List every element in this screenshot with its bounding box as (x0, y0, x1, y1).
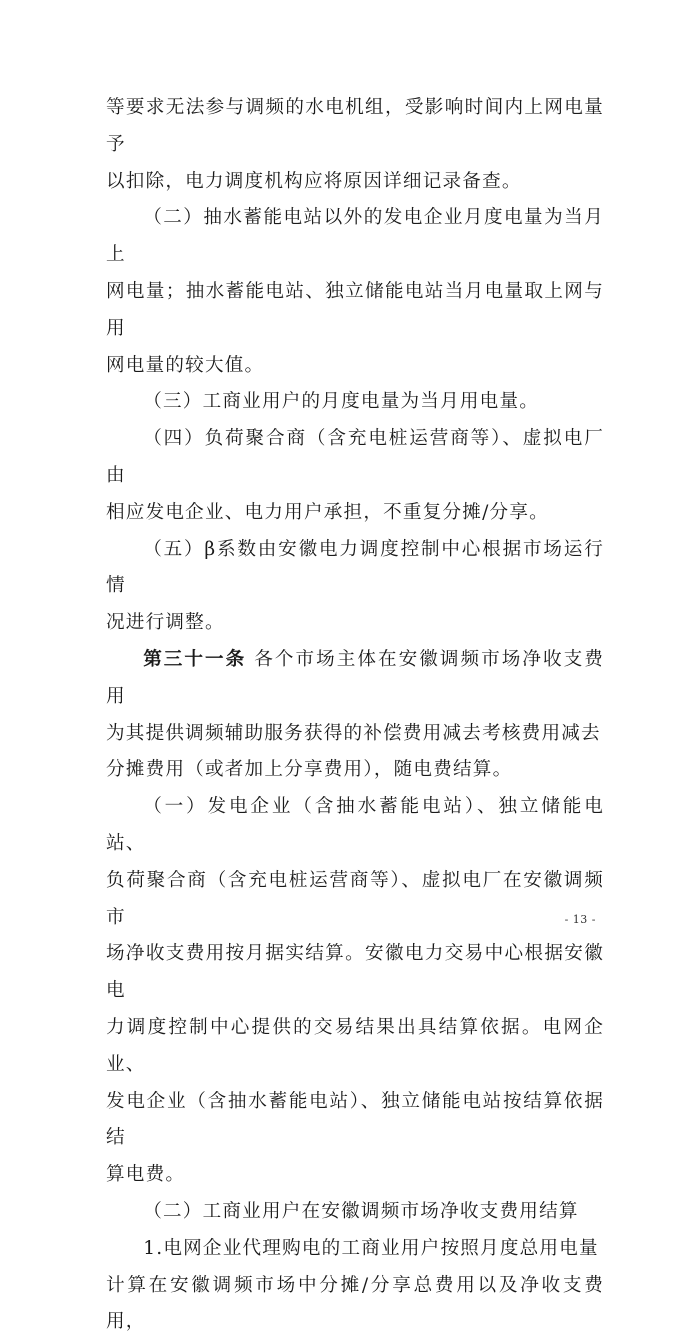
text-line: 等要求无法参与调频的水电机组，受影响时间内上网电量予 (106, 90, 604, 164)
paragraph-p-31-2 (106, 1194, 604, 1231)
paragraph-p-31-2-1 (106, 1231, 604, 1341)
text-line: 算电费。 (106, 1157, 604, 1194)
paragraph-p-article31 (106, 642, 604, 789)
text-line: 况进行调整。 (106, 605, 604, 642)
text-line: 场净收支费用按月据实结算。安徽电力交易中心根据安徽电 (106, 936, 604, 1010)
text-line: 网电量；抽水蓄能电站、独立储能电站当月电量取上网与用 (106, 274, 604, 348)
text-line: 以扣除，电力调度机构应将原因详细记录备查。 (106, 164, 604, 201)
text-line: 力调度控制中心提供的交易结果出具结算依据。电网企业、 (106, 1010, 604, 1084)
document-body (106, 90, 604, 1341)
text-line: 相应发电企业、电力用户承担，不重复分摊/分享。 (106, 495, 604, 532)
text-line: （三）工商业用户的月度电量为当月用电量。 (106, 384, 604, 421)
paragraph-p-cont (106, 90, 604, 200)
text-line (106, 642, 604, 716)
text-line: 负荷聚合商（含充电桩运营商等）、虚拟电厂在安徽调频市 (106, 863, 604, 937)
text-line: 分摊费用（或者加上分享费用），随电费结算。 (106, 752, 604, 789)
text-line: 为其提供调频辅助服务获得的补偿费用减去考核费用减去 (106, 716, 604, 753)
text-line: 发电企业（含抽水蓄能电站）、独立储能电站按结算依据结 (106, 1084, 604, 1158)
text-line: （二）工商业用户在安徽调频市场净收支费用结算 (106, 1194, 604, 1231)
paragraph-p-3 (106, 384, 604, 421)
paragraph-p-2 (106, 200, 604, 384)
article-label: 第三十一条 (143, 649, 246, 670)
text-line: （五）β系数由安徽电力调度控制中心根据市场运行情 (106, 532, 604, 606)
text-line: （二）抽水蓄能电站以外的发电企业月度电量为当月上 (106, 200, 604, 274)
paragraph-p-4 (106, 421, 604, 531)
text-line: （四）负荷聚合商（含充电桩运营商等）、虚拟电厂由 (106, 421, 604, 495)
article-text: 各个市场主体在安徽调频市场净收支费用 (106, 649, 604, 707)
text-line: 网电量的较大值。 (106, 348, 604, 385)
text-line: 1.电网企业代理购电的工商业用户按照月度总用电量 (106, 1231, 604, 1268)
paragraph-p-31-1 (106, 789, 604, 1194)
text-line: 计算在安徽调频市场中分摊/分享总费用以及净收支费用， (106, 1268, 604, 1341)
paragraph-p-5 (106, 532, 604, 642)
text-line: （一）发电企业（含抽水蓄能电站）、独立储能电站、 (106, 789, 604, 863)
page-number: - 13 - (565, 913, 596, 926)
